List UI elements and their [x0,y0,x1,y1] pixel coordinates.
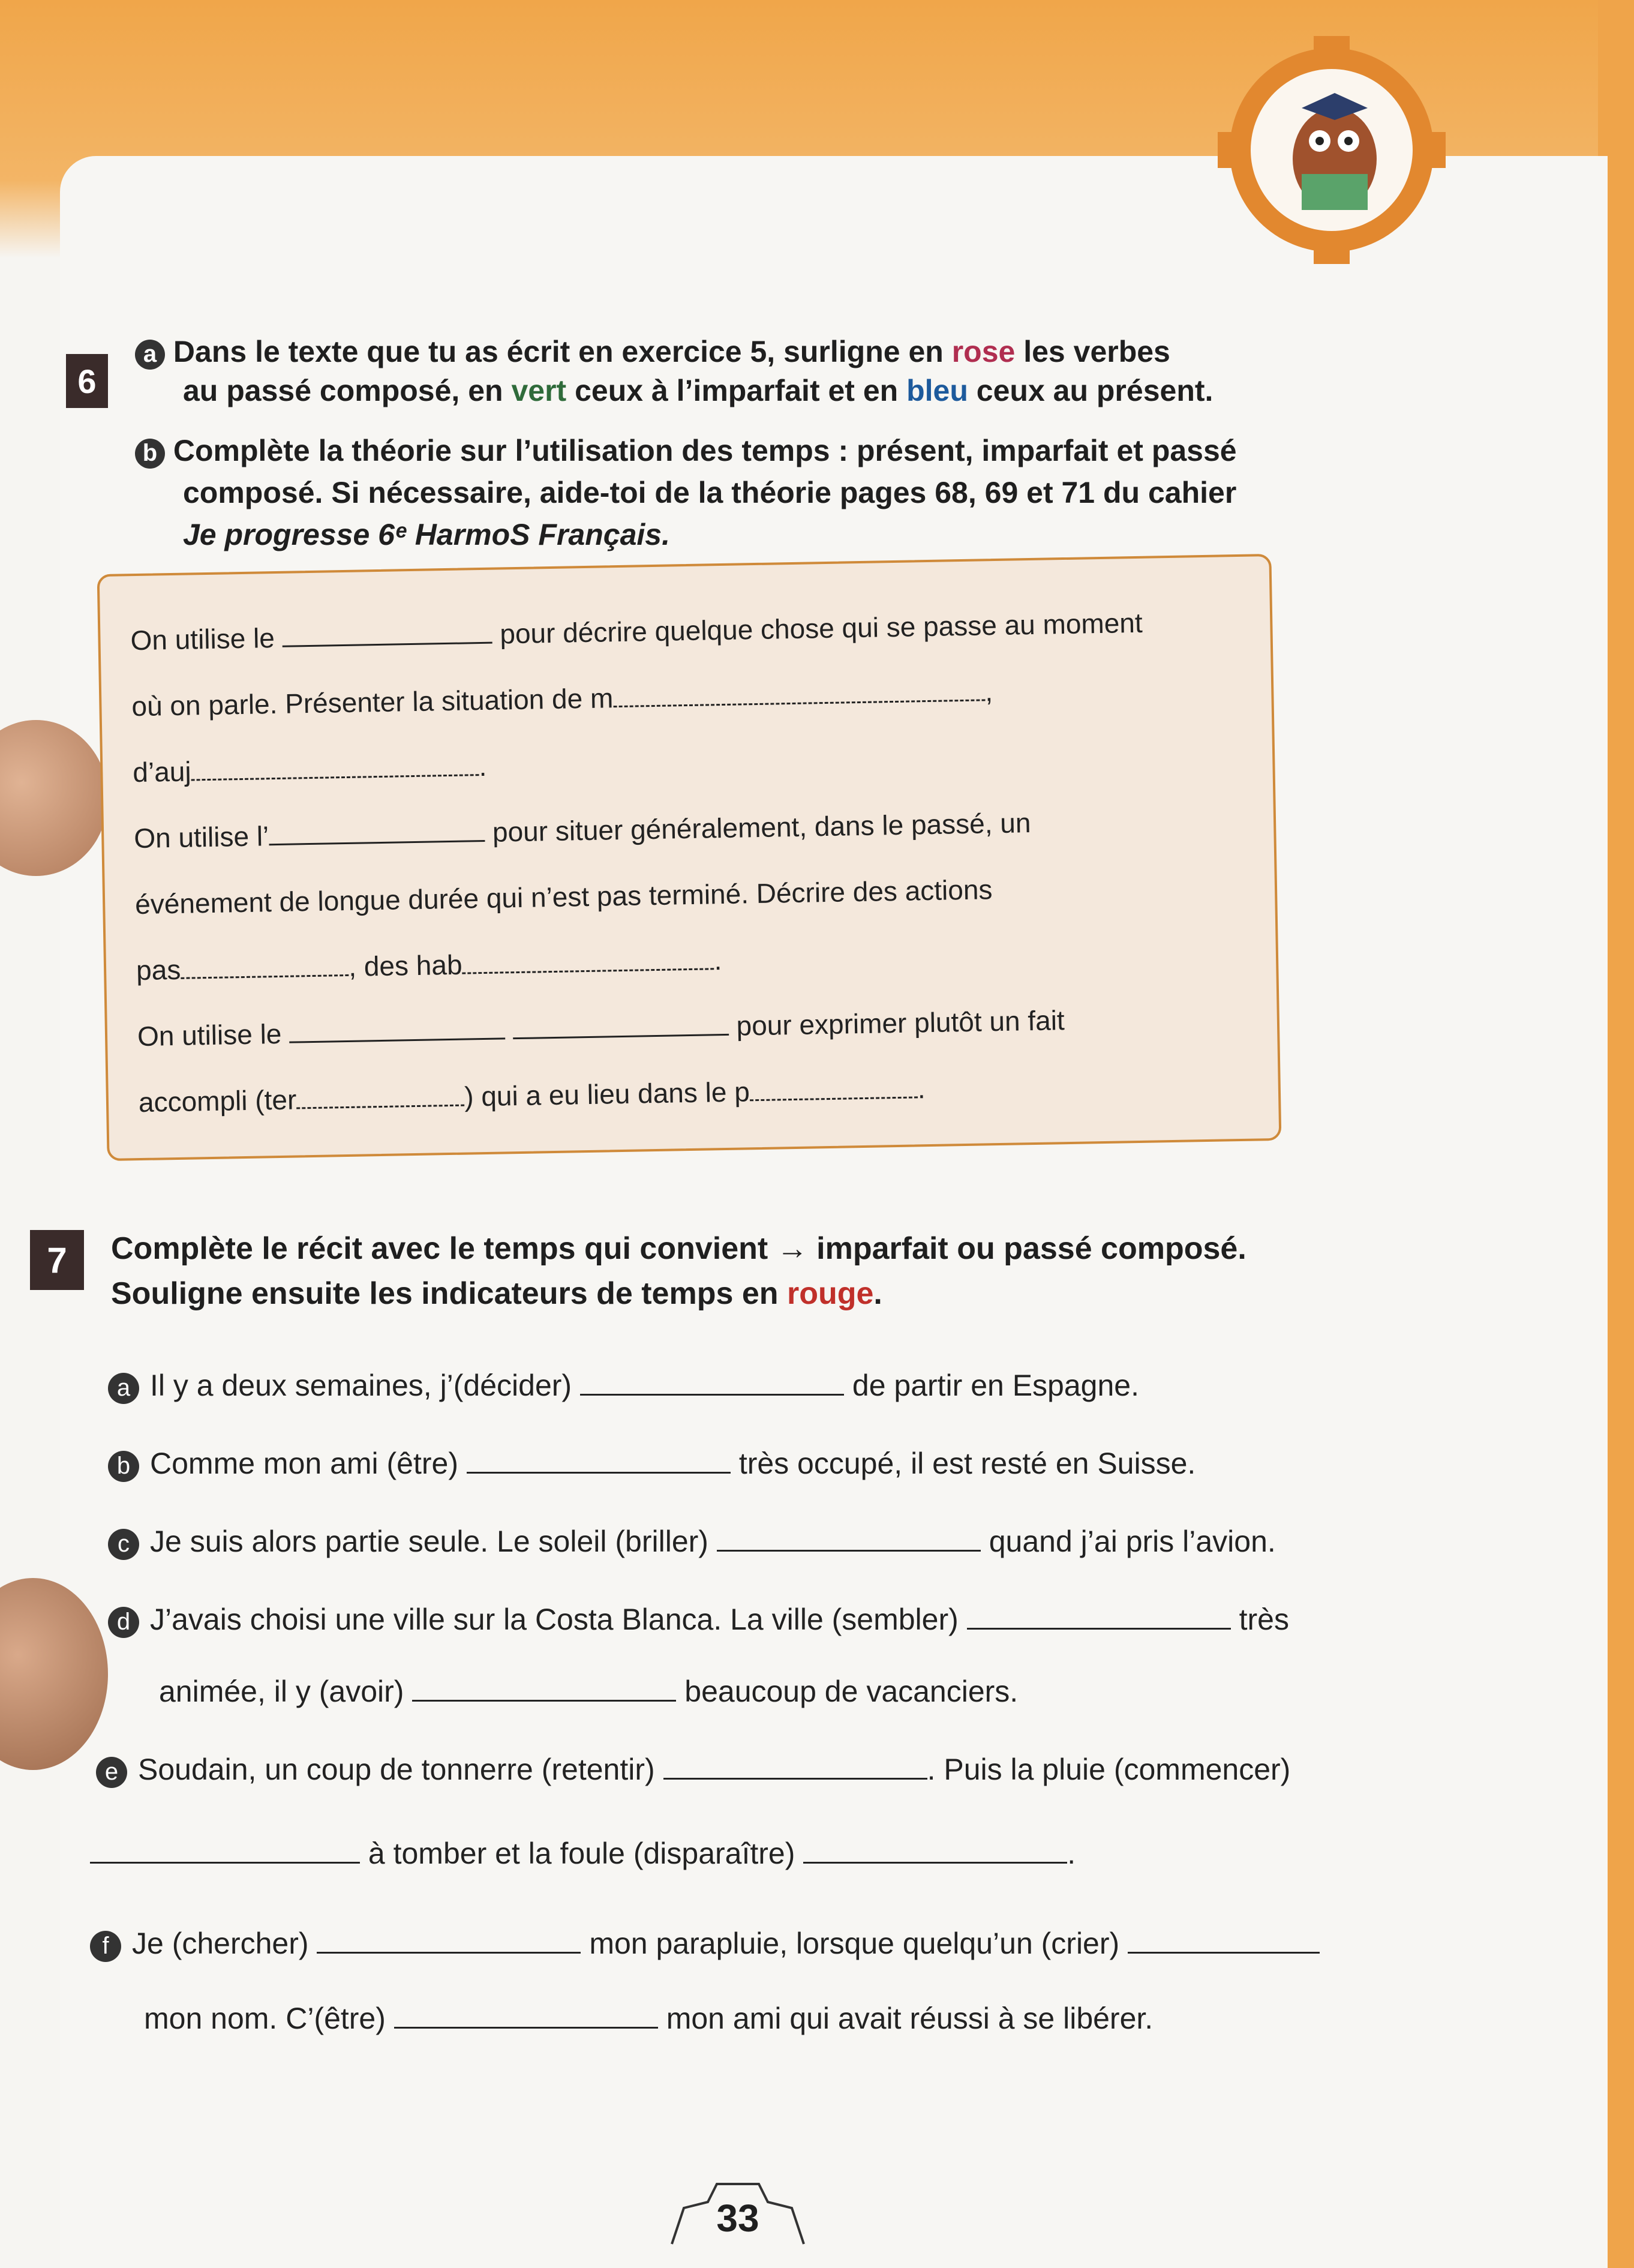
ex7-heading1: Complète le récit avec le temps qui convient → imparfait ou passé composé. [111,1231,1246,1266]
exercise-7-number: 7 [30,1230,84,1290]
blank-habitudes[interactable] [462,944,714,974]
ex6b-line1 [135,432,1237,469]
theory-line3 [133,750,487,788]
blank-f1[interactable] [317,1928,581,1954]
ex6a-l2-pre: au passé composé, en [183,374,503,407]
rose-word: rose [951,335,1016,368]
blank-passe[interactable] [289,1013,506,1043]
item-f-l2post: mon ami qui avait réussi à se libérer. [666,2002,1154,2035]
blank-b[interactable] [467,1448,731,1474]
squirrel-mascot-icon [1212,30,1452,270]
blank-c[interactable] [717,1526,981,1552]
blank-e1[interactable] [663,1754,927,1780]
theory-line6 [136,944,722,986]
vert-word: vert [511,374,567,407]
item-d-l2pre: animée, il y (avoir) [159,1675,404,1708]
letter-a-badge: a [135,340,165,370]
t-l8c: . [917,1073,926,1105]
ex6a-text: Dans le texte que tu as écrit en exercice 5, surligne en [173,335,944,368]
letter-f: f [90,1931,121,1962]
rouge-word: rouge [786,1276,874,1311]
item-f-l2pre: mon nom. C’(être) [144,2002,386,2035]
t-l4b: pour situer généralement, dans le passé, un [492,807,1031,848]
blank-aujourdhui[interactable] [191,750,479,781]
ex6b-line3: Je progresse 6ᵉ HarmoS Français. [183,518,670,551]
ex6a-line1 [135,333,1170,370]
t-l6b: , des hab [348,949,462,982]
ex7-item-f-line2 [144,2001,1153,2036]
ex6a-line2 [183,372,1213,409]
page-number: 33 [716,2197,759,2240]
ex7-h2-post: . [873,1276,882,1311]
ex7-heading2 [111,1275,882,1312]
theory-line7 [137,1004,1065,1052]
t-l1b: pour décrire quelque chose qui se passe au moment [499,607,1143,650]
t-l8b: ) qui a eu lieu dans le p [464,1076,750,1112]
t-l6c: . [713,944,722,976]
ex6a-l2-post: ceux au présent. [976,374,1214,407]
item-d-post: très [1239,1603,1289,1636]
blank-d2[interactable] [412,1676,676,1702]
item-e-pre: Soudain, un coup de tonnerre (retentir) [138,1753,655,1786]
ex7-h2-pre: Souligne ensuite les indicateurs de temps en [111,1276,779,1311]
blank-passe-2[interactable] [749,1072,918,1101]
ex7-item-a [108,1368,1139,1404]
t-l4a: On utilise l’ [133,820,269,854]
t-l8a: accompli (ter [138,1084,297,1118]
t-l7b: pour exprimer plutôt un fait [736,1004,1065,1042]
blank-a[interactable] [580,1370,844,1396]
item-f-pre: Je (chercher) [132,1927,309,1960]
blank-imparfait[interactable] [269,816,485,845]
item-e-post: . Puis la pluie (commencer) [927,1753,1291,1786]
blank-e3[interactable] [803,1838,1067,1864]
ex7-item-d-line2 [159,1674,1018,1709]
blank-passees[interactable] [181,950,349,979]
exercise-6-number: 6 [66,354,108,408]
item-c-pre: Je suis alors partie seule. Le soleil (briller) [150,1525,708,1558]
blank-f2[interactable] [1128,1928,1320,1954]
bleu-word: bleu [906,374,968,407]
theory-line8 [139,1072,926,1118]
t-l3b: . [479,750,487,782]
theory-line2 [131,675,993,722]
blank-termine[interactable] [296,1081,465,1109]
blank-e2[interactable] [90,1838,360,1864]
ex7-item-c [108,1524,1276,1560]
letter-b: b [108,1451,139,1482]
item-b-post: très occupé, il est resté en Suisse. [738,1447,1196,1480]
t-l6a: pas [136,953,181,986]
t-l3a: d’auj [132,755,192,788]
letter-d: d [108,1607,139,1638]
ex6a-text-end: les verbes [1023,335,1170,368]
item-e-l2end: . [1067,1837,1076,1870]
letter-a: a [108,1373,139,1404]
t-l1a: On utilise le [130,622,275,656]
blank-f3[interactable] [394,2003,658,2029]
blank-maintenant[interactable] [613,675,986,707]
t-l2b: , [984,676,993,707]
letter-c: c [108,1529,139,1560]
theory-line5: événement de longue durée qui n’est pas terminé. Décrire des actions [134,874,993,920]
item-e-l2post: à tomber et la foule (disparaître) [368,1837,795,1870]
blank-compose[interactable] [512,1010,729,1039]
item-a-pre: Il y a deux semaines, j’(décider) [150,1369,572,1402]
ex7-item-d-line1 [108,1602,1289,1638]
blank-present[interactable] [282,618,492,647]
letter-e: e [96,1757,127,1788]
ex7-item-f-line1 [90,1926,1320,1962]
ex6b-line2: composé. Si nécessaire, aide-toi de la théorie pages 68, 69 et 71 du cahier [183,476,1237,509]
ex7-item-b [108,1446,1196,1482]
ex7-item-e-line1 [96,1752,1290,1788]
item-c-post: quand j’ai pris l’avion. [989,1525,1276,1558]
item-d-pre: J’avais choisi une ville sur la Costa Blanca. La ville (sembler) [150,1603,959,1636]
item-f-post: mon parapluie, lorsque quelqu’un (crier) [589,1927,1120,1960]
item-a-post: de partir en Espagne. [852,1369,1139,1402]
blank-d1[interactable] [967,1604,1231,1630]
item-d-l2post: beaucoup de vacanciers. [684,1675,1019,1708]
t-l2a: où on parle. Présenter la situation de m [131,682,614,722]
item-b-pre: Comme mon ami (être) [150,1447,458,1480]
theory-line4 [134,806,1031,854]
theory-line1 [130,607,1143,656]
ex6a-l2-mid: ceux à l’imparfait et en [575,374,899,407]
theory-box [97,554,1282,1161]
letter-b-badge: b [135,439,165,469]
t-l7a: On utilise le [137,1018,282,1052]
ex6b-text1: Complète la théorie sur l’utilisation des temps : présent, imparfait et passé [173,434,1237,467]
ex7-item-e-line2 [90,1836,1076,1871]
